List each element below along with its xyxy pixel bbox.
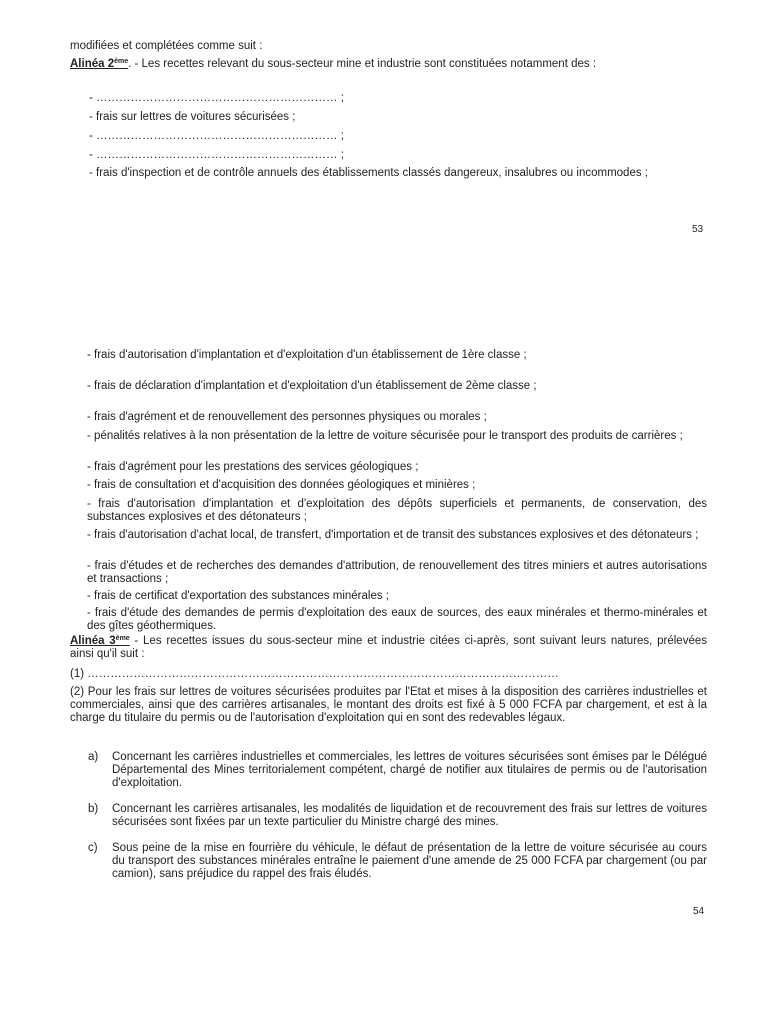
page-number: 53 xyxy=(692,224,704,235)
list-item: - frais sur lettres de voitures sécurisées ; xyxy=(89,111,296,123)
alinea-2-paragraph xyxy=(70,58,707,71)
alinea-2-text: . - Les recettes relevant du sous-secteur mine et industrie sont constituées notamment des : xyxy=(128,58,597,70)
alinea-3-paragraph xyxy=(70,635,707,661)
sub-item-text: Sous peine de la mise en fourrière du véhicule, le défaut de présentation de la lettre de voiture sécurisée au cours du transport des substances minérales entraîne le paiement d'une amende de 25 000 FCFA par chargement (ou par camion), sans préjudice du rappel des frais éludés. xyxy=(112,842,707,880)
paragraph-1: (1) …………………………………………………………………………………………………………… xyxy=(70,668,559,680)
list-item: - frais de consultation et d'acquisition des données géologiques et minières ; xyxy=(87,479,476,491)
sub-item-label: c) xyxy=(88,842,98,854)
sub-item-label: b) xyxy=(88,803,99,815)
list-item: - ……………………………………………………… ; xyxy=(89,92,344,104)
list-item: - frais d'autorisation d'implantation et d'exploitation des dépôts superficiels et permanents, de conservation, des substances explosives et des détonateurs ; xyxy=(87,498,707,523)
alinea-3-label: Alinéa 3ème xyxy=(70,635,130,647)
list-item: - ……………………………………………………… ; xyxy=(89,130,344,142)
sub-item-text: Concernant les carrières artisanales, les modalités de liquidation et de recouvrement des frais sur lettres de voitures sécurisées sont fixées par un texte particulier du Ministre chargé des mines. xyxy=(112,803,707,828)
list-item: - pénalités relatives à la non présentation de la lettre de voiture sécurisée pour le transport des produits de carrières ; xyxy=(87,430,683,442)
list-item: - frais d'études et de recherches des demandes d'attribution, de renouvellement des titres miniers et autres autorisations et transactions ; xyxy=(87,560,707,585)
list-item: - frais d'autorisation d'achat local, de transfert, d'importation et de transit des substances explosives et des détonateurs ; xyxy=(87,529,699,541)
list-item: - frais d'étude des demandes de permis d'exploitation des eaux de sources, des eaux minérales et thermo-minérales et des gîtes géothermiques. xyxy=(87,607,707,632)
list-item: - frais de déclaration d'implantation et d'exploitation d'un établissement de 2ème classe ; xyxy=(87,380,537,392)
list-item: - frais d'inspection et de contrôle annuels des établissements classés dangereux, insalubres ou incommodes ; xyxy=(89,167,648,179)
list-item: - ……………………………………………………… ; xyxy=(89,149,344,161)
list-item: - frais d'autorisation d'implantation et d'exploitation d'un établissement de 1ère classe ; xyxy=(87,349,527,361)
page-number: 54 xyxy=(693,906,705,917)
paragraph-2: (2) Pour les frais sur lettres de voitures sécurisées produites par l'Etat et mises à la disposition des carrières industrielles et commerciales, ainsi que des carrières artisanales, le montant des droits est fixé à 5 000 FCFA par chargement, et est à la charge du titulaire du permis ou de l'autorisation d'exploitation qui en sont des redevables légaux. xyxy=(70,686,707,724)
alinea-2-label: Alinéa 2ème xyxy=(70,58,129,70)
list-item: - frais d'agrément et de renouvellement des personnes physiques ou morales ; xyxy=(87,411,487,423)
sub-item-text: Concernant les carrières industrielles et commerciales, les lettres de voitures sécurisées sont émises par le Délégué Départemental des Mines territorialement compétent, chargé de notifier aux titulaires de permis ou de l'autorisation d'exploitation. xyxy=(112,751,707,789)
sub-item-label: a) xyxy=(88,751,99,763)
list-item: - frais de certificat d'exportation des substances minérales ; xyxy=(87,590,389,602)
alinea-3-text: - Les recettes issues du sous-secteur mine et industrie citées ci-après, sont suivant leurs natures, prélevées ainsi qu'il suit : xyxy=(70,635,707,660)
intro-line: modifiées et complétées comme suit : xyxy=(70,40,263,52)
list-item: - frais d'agrément pour les prestations des services géologiques ; xyxy=(87,461,419,473)
